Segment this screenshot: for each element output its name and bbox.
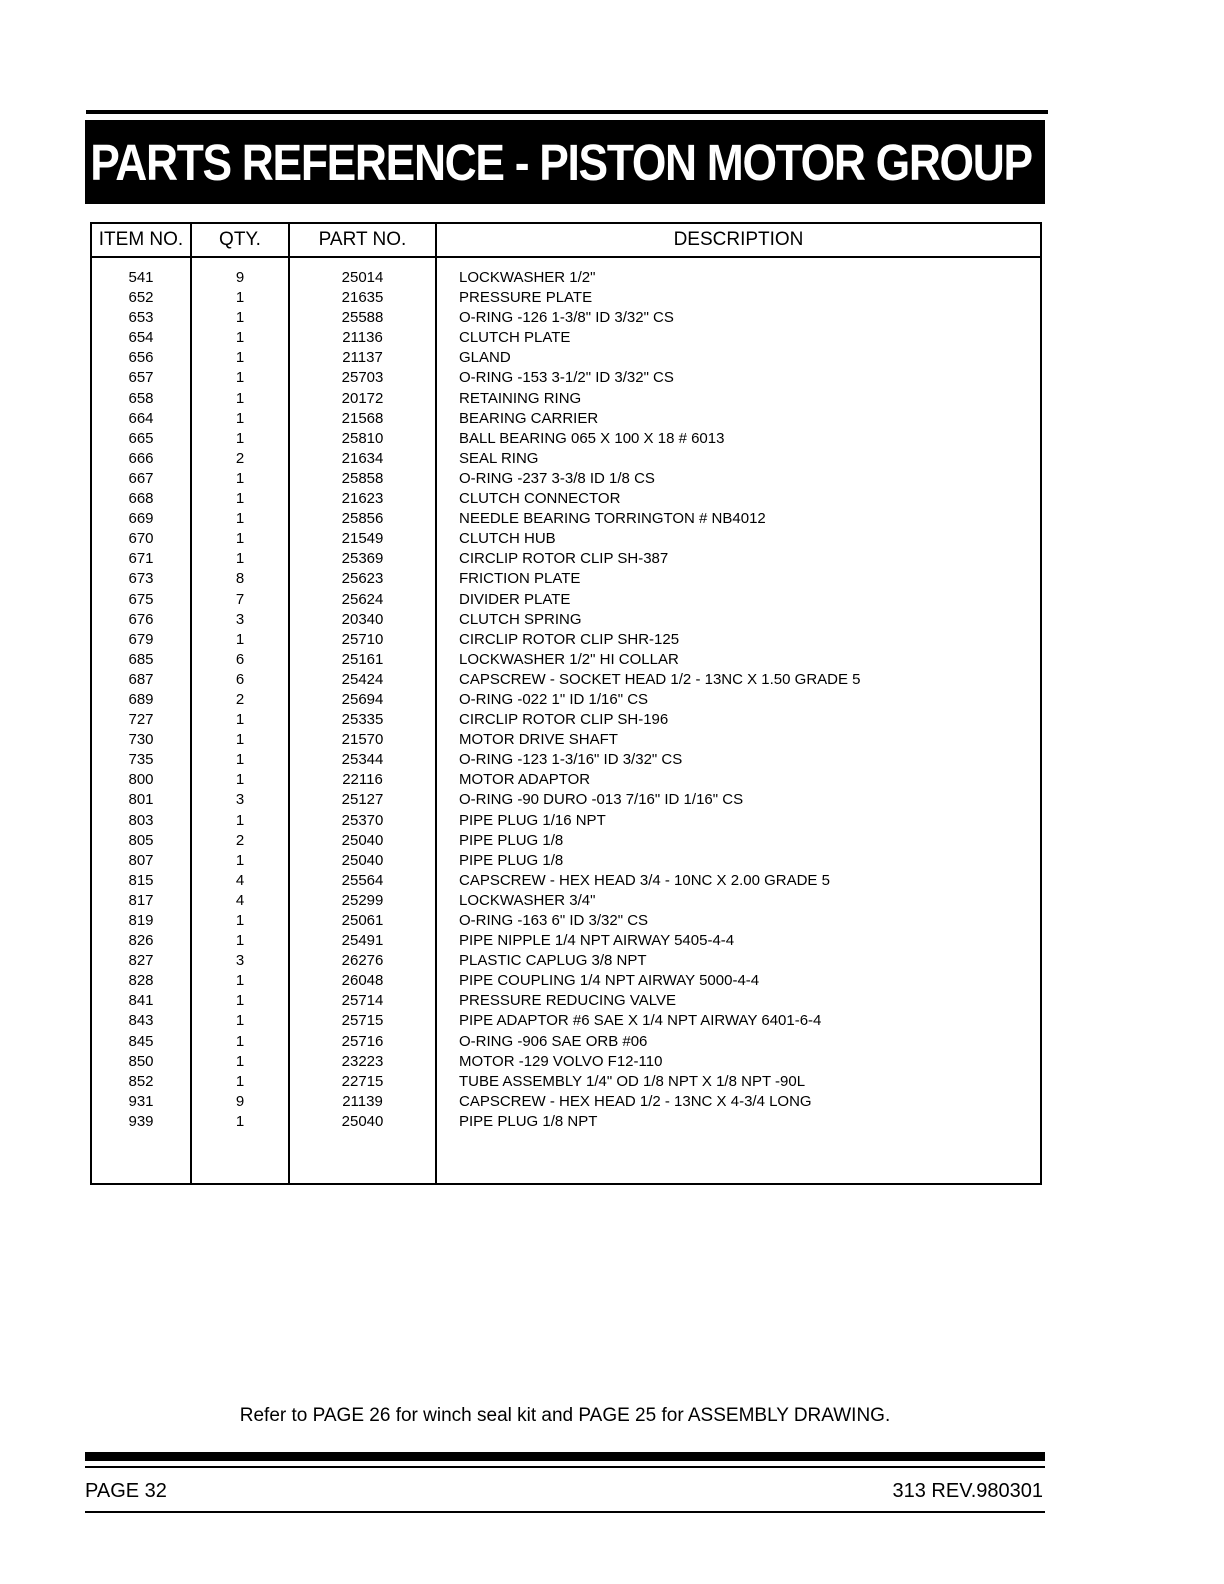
part-no-cell: 21549: [341, 530, 384, 548]
part-no-cell: 21634: [341, 449, 384, 467]
item-no-cell: 843: [128, 1012, 154, 1030]
qty-cell: 1: [235, 490, 245, 508]
part-no-cell: 25127: [341, 791, 384, 809]
part-no-cell: 25014: [341, 269, 384, 286]
part-no-cell: 25491: [341, 932, 384, 950]
part-no-cell: 20340: [341, 610, 384, 628]
description-cell: O-RING -123 1-3/16" ID 3/32" CS: [459, 751, 683, 769]
description-cell: PRESSURE REDUCING VALVE: [459, 992, 676, 1010]
description-cell: CLUTCH HUB: [459, 530, 556, 548]
description-cell: MOTOR DRIVE SHAFT: [459, 731, 618, 749]
parts-table: [90, 222, 1042, 1185]
header-qty: QTY.: [192, 224, 290, 256]
part-no-cell: 25040: [341, 831, 384, 849]
description-cell: CLUTCH PLATE: [459, 329, 571, 347]
item-no-cell: 665: [128, 429, 154, 447]
qty-cell: 4: [235, 871, 245, 889]
qty-cell: 1: [235, 771, 245, 789]
qty-cell: 1: [235, 1072, 245, 1090]
qty-cell: 3: [235, 791, 245, 809]
qty-cell: 1: [235, 369, 245, 387]
qty-cell: 1: [235, 510, 245, 528]
item-no-cell: 657: [128, 369, 154, 387]
qty-cell: 1: [235, 349, 245, 367]
part-no-cell: 25714: [341, 992, 384, 1010]
item-no-cell: 664: [128, 409, 154, 427]
item-no-cell: 652: [128, 289, 154, 307]
item-no-cell: 668: [128, 490, 154, 508]
part-no-cell: 21137: [342, 349, 383, 367]
qty-cell: 2: [235, 449, 245, 467]
qty-cell: 9: [235, 1092, 245, 1110]
col-qty: [192, 258, 290, 1183]
part-no-cell: 25161: [341, 650, 384, 668]
qty-cell: 1: [235, 811, 245, 829]
title-banner: [85, 120, 1045, 204]
revision-number: 313 REV.980301: [892, 1480, 1043, 1502]
description-cell: CLUTCH SPRING: [459, 610, 582, 628]
item-no-cell: 675: [128, 590, 154, 608]
part-no-cell: 25370: [341, 811, 384, 829]
description-cell: PIPE COUPLING 1/4 NPT AIRWAY 5000-4-4: [459, 972, 760, 990]
qty-cell: 1: [235, 972, 245, 990]
qty-cell: 1: [235, 389, 245, 407]
qty-cell: 1: [235, 1012, 245, 1030]
description-cell: CIRCLIP ROTOR CLIP SH-387: [459, 550, 669, 568]
item-no-cell: 727: [128, 711, 154, 729]
description-cell: O-RING -90 DURO -013 7/16" ID 1/16" CS: [459, 791, 744, 809]
part-no-cell: 25061: [341, 912, 384, 929]
page-title: PARTS REFERENCE - PISTON MOTOR GROUP: [90, 133, 1032, 191]
part-no-cell: 25810: [341, 429, 384, 447]
qty-cell: 6: [235, 670, 245, 688]
item-no-cell: 669: [128, 510, 154, 528]
description-cell: PIPE PLUG 1/8: [459, 831, 564, 849]
qty-cell: 1: [235, 469, 245, 487]
part-no-cell: 21570: [341, 731, 384, 749]
description-cell: O-RING -153 3-1/2" ID 3/32" CS: [459, 369, 674, 387]
part-no-cell: 22715: [341, 1072, 384, 1090]
part-no-cell: 25424: [341, 670, 384, 688]
item-no-cell: 817: [128, 891, 154, 909]
item-no-cell: 666: [128, 449, 154, 467]
item-no-cell: 687: [128, 670, 154, 688]
description-cell: CIRCLIP ROTOR CLIP SHR-125: [459, 630, 680, 648]
description-cell: LOCKWASHER 1/2" HI COLLAR: [459, 650, 679, 668]
part-no-cell: 25703: [341, 369, 384, 387]
part-no-cell: 25716: [341, 1032, 384, 1050]
item-no-cell: 670: [128, 530, 154, 548]
part-no-cell: 21136: [342, 329, 383, 347]
item-no-cell: 841: [128, 992, 154, 1010]
footer-bar-thick: [85, 1452, 1045, 1461]
description-cell: MOTOR ADAPTOR: [459, 771, 591, 789]
qty-cell: 1: [235, 530, 245, 548]
page-number: PAGE 32: [85, 1480, 167, 1502]
item-no-cell: 671: [128, 550, 154, 568]
header-part-no: PART NO.: [290, 224, 437, 256]
part-no-cell: 20172: [341, 389, 384, 407]
part-no-cell: 25710: [341, 630, 384, 648]
col-item-no: [92, 258, 192, 1183]
item-no-cell: 803: [128, 811, 154, 829]
qty-cell: 3: [235, 610, 245, 628]
description-cell: O-RING -163 6" ID 3/32" CS: [459, 912, 649, 929]
item-no-cell: 931: [128, 1092, 154, 1110]
description-cell: MOTOR -129 VOLVO F12-110: [459, 1052, 663, 1070]
footer: [85, 1480, 1043, 1503]
table-header-row: [92, 224, 1040, 258]
qty-cell: 1: [235, 289, 245, 307]
description-cell: PIPE PLUG 1/16 NPT: [459, 811, 606, 829]
item-no-cell: 658: [128, 389, 154, 407]
part-no-cell: 25369: [341, 550, 384, 568]
part-no-cell: 25624: [341, 590, 384, 608]
item-no-cell: 819: [128, 912, 154, 929]
item-no-cell: 689: [128, 690, 154, 708]
part-no-cell: 25299: [341, 891, 384, 909]
item-no-cell: 676: [128, 610, 154, 628]
item-no-cell: 541: [128, 269, 154, 286]
description-cell: BEARING CARRIER: [459, 409, 599, 427]
part-no-cell: 22116: [342, 771, 383, 789]
qty-cell: 8: [235, 570, 245, 588]
qty-cell: 1: [235, 751, 245, 769]
description-cell: CIRCLIP ROTOR CLIP SH-196: [459, 711, 669, 729]
qty-cell: 9: [235, 269, 245, 286]
part-no-cell: 25344: [341, 751, 384, 769]
part-no-cell: 21139: [342, 1092, 383, 1110]
description-cell: SEAL RING: [459, 449, 539, 467]
qty-cell: 6: [235, 650, 245, 668]
part-no-cell: 25715: [341, 1012, 384, 1030]
part-no-cell: 25564: [341, 871, 384, 889]
part-no-cell: 21635: [341, 289, 384, 307]
item-no-cell: 800: [128, 771, 154, 789]
description-cell: CAPSCREW - HEX HEAD 1/2 - 13NC X 4-3/4 LONG: [459, 1092, 812, 1110]
description-cell: O-RING -906 SAE ORB #06: [459, 1032, 648, 1050]
qty-cell: 1: [235, 851, 245, 869]
qty-cell: 1: [235, 731, 245, 749]
description-cell: LOCKWASHER 3/4": [459, 891, 596, 909]
part-no-cell: 25040: [341, 1112, 384, 1130]
description-cell: CAPSCREW - HEX HEAD 3/4 - 10NC X 2.00 GRADE 5: [459, 871, 830, 889]
qty-cell: 2: [235, 690, 245, 708]
qty-cell: 1: [235, 992, 245, 1010]
description-cell: NEEDLE BEARING TORRINGTON # NB4012: [459, 510, 766, 528]
part-no-cell: 25040: [341, 851, 384, 869]
reference-note: Refer to PAGE 26 for winch seal kit and PAGE 25 for ASSEMBLY DRAWING.: [239, 1405, 891, 1426]
qty-cell: 1: [235, 309, 245, 327]
table-body: [92, 258, 1040, 1183]
item-no-cell: 656: [128, 349, 154, 367]
qty-cell: 4: [235, 891, 245, 909]
part-no-cell: 25856: [341, 510, 384, 528]
part-no-cell: 23223: [341, 1052, 384, 1070]
item-no-cell: 685: [128, 650, 154, 668]
item-no-cell: 827: [128, 952, 154, 970]
description-cell: PRESSURE PLATE: [459, 289, 593, 307]
part-no-cell: 21568: [341, 409, 384, 427]
description-cell: DIVIDER PLATE: [459, 590, 571, 608]
col-part-no: [290, 258, 437, 1183]
description-cell: TUBE ASSEMBLY 1/4" OD 1/8 NPT X 1/8 NPT -90L: [459, 1072, 806, 1090]
part-no-cell: 25588: [341, 309, 384, 327]
description-cell: GLAND: [459, 349, 511, 367]
item-no-cell: 826: [128, 932, 154, 950]
top-rule: [86, 110, 1048, 114]
description-cell: RETAINING RING: [459, 389, 582, 407]
description-cell: O-RING -126 1-3/8" ID 3/32" CS: [459, 309, 674, 327]
description-cell: FRICTION PLATE: [459, 570, 581, 588]
qty-cell: 3: [235, 952, 245, 970]
description-cell: CAPSCREW - SOCKET HEAD 1/2 - 13NC X 1.50 GRADE 5: [459, 670, 861, 688]
item-no-cell: 801: [128, 791, 154, 809]
qty-cell: 1: [235, 1032, 245, 1050]
item-no-cell: 805: [128, 831, 154, 849]
description-cell: PIPE ADAPTOR #6 SAE X 1/4 NPT AIRWAY 6401-6-4: [459, 1012, 822, 1030]
bottom-rule: [85, 1511, 1045, 1513]
part-no-cell: 26276: [341, 952, 384, 970]
qty-cell: 1: [235, 329, 245, 347]
part-no-cell: 25335: [341, 711, 384, 729]
description-cell: PIPE PLUG 1/8 NPT: [459, 1112, 598, 1130]
footer-bar-thin: [85, 1466, 1045, 1468]
qty-cell: 1: [235, 550, 245, 568]
description-cell: LOCKWASHER 1/2": [459, 269, 596, 286]
qty-cell: 1: [235, 1052, 245, 1070]
qty-cell: 1: [235, 429, 245, 447]
part-no-cell: 25858: [341, 469, 384, 487]
description-cell: CLUTCH CONNECTOR: [459, 490, 621, 508]
item-no-cell: 730: [128, 731, 154, 749]
item-no-cell: 939: [128, 1112, 154, 1130]
item-no-cell: 815: [128, 871, 154, 889]
header-item-no: ITEM NO.: [92, 224, 192, 256]
qty-cell: 1: [235, 1112, 245, 1130]
qty-cell: 1: [235, 932, 245, 950]
item-no-cell: 807: [128, 851, 154, 869]
description-cell: PIPE NIPPLE 1/4 NPT AIRWAY 5405-4-4: [459, 932, 735, 950]
qty-cell: 1: [235, 630, 245, 648]
description-cell: PIPE PLUG 1/8: [459, 851, 564, 869]
item-no-cell: 828: [128, 972, 154, 990]
description-cell: PLASTIC CAPLUG 3/8 NPT: [459, 952, 647, 970]
item-no-cell: 667: [128, 469, 154, 487]
qty-cell: 2: [235, 831, 245, 849]
col-description: [437, 258, 1040, 1183]
item-no-cell: 852: [128, 1072, 154, 1090]
header-description: DESCRIPTION: [673, 229, 804, 250]
qty-cell: 1: [235, 711, 245, 729]
part-no-cell: 25694: [341, 690, 384, 708]
item-no-cell: 673: [128, 570, 154, 588]
item-no-cell: 735: [128, 751, 154, 769]
item-no-cell: 850: [128, 1052, 154, 1070]
item-no-cell: 653: [128, 309, 154, 327]
part-no-cell: 26048: [341, 972, 384, 990]
description-cell: O-RING -022 1" ID 1/16" CS: [459, 690, 649, 708]
description-cell: O-RING -237 3-3/8 ID 1/8 CS: [459, 469, 655, 487]
part-no-cell: 25623: [341, 570, 384, 588]
qty-cell: 1: [235, 912, 245, 929]
item-no-cell: 845: [128, 1032, 154, 1050]
item-no-cell: 679: [128, 630, 154, 648]
description-cell: BALL BEARING 065 X 100 X 18 # 6013: [459, 429, 725, 447]
qty-cell: 1: [235, 409, 245, 427]
item-no-cell: 654: [128, 329, 154, 347]
qty-cell: 7: [235, 590, 245, 608]
part-no-cell: 21623: [341, 490, 384, 508]
